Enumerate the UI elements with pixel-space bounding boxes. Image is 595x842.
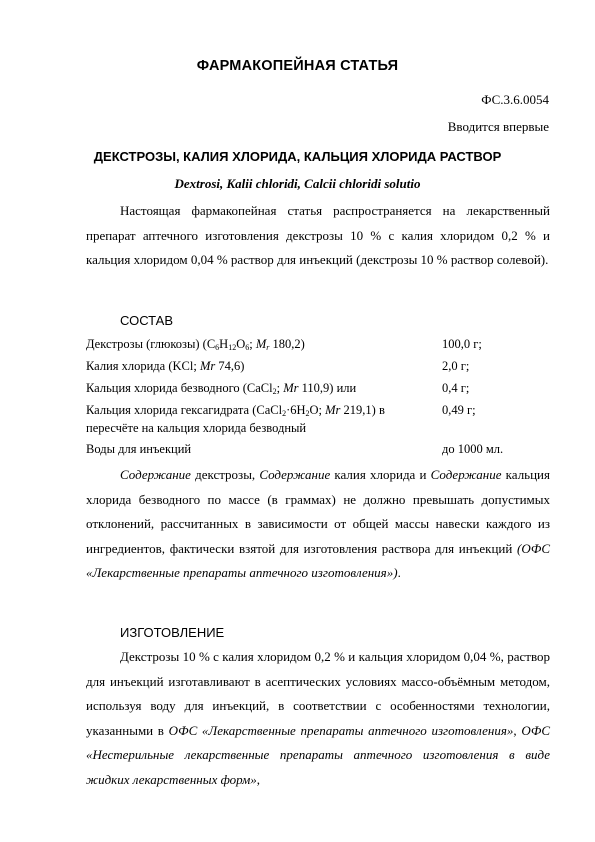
ingredient-name: Калия хлорида (KCl; Mr 74,6) xyxy=(86,359,245,373)
ingredient-amount: 0,4 г; xyxy=(442,381,470,395)
ofs-reference: ОФС «Нестерильные лекарственные препараты аптечного изготовления в виде жидких лекарственных форм» xyxy=(86,722,551,787)
introduced-note: Вводится впервые xyxy=(447,119,549,134)
monograph-code: ФС.3.6.0054 xyxy=(481,92,549,107)
scope-paragraph xyxy=(86,199,550,273)
ingredient-name: Кальция хлорида гексагидрата ($CaCl_2\cdot 6H_2O$; Mr 219,1) в пересчёте на кальция хлорида безводный xyxy=(86,403,385,435)
ingredient-amount: 2,0 г; xyxy=(442,359,470,373)
preparation-paragraph: Декстрозы 10 % с калия хлоридом 0,2 % и кальция хлоридом 0,04 %, раствор для инъекций изготавливают в асептических условиях массо-объёмным методом, используя воду для инъекций, в соответствии с особенностями технологии, указанными в ОФС «Лекарственные препараты аптечного изготовления», ОФС «Нестерильные лекарственные препараты аптечного изготовления в виде жидких лекарственных форм», xyxy=(86,649,551,787)
latin-name: Dextrosi, Kalii chloridi, Calcii chloridi solutio xyxy=(174,176,421,191)
preparation-heading: ИЗГОТОВЛЕНИЕ xyxy=(120,625,225,640)
ofs-reference: (ОФС «Лекарственные препараты аптечного изготовления») xyxy=(86,540,550,580)
ingredient-amount: 0,49 г; xyxy=(442,403,476,417)
ingredient-name: Кальция хлорида безводного (CaCl$_2$; Mr 110,9) или xyxy=(86,381,357,396)
ingredient-name: Воды для инъекций xyxy=(86,442,192,456)
scope-text: Настоящая фармакопейная статья распространяется на лекарственный препарат аптечного изготовления декстрозы 10 % с калия хлоридом 0,2 % и кальция хлоридом 0,04 % раствор для инъекций (декстрозы 10 % раствор солевой). xyxy=(86,203,550,267)
document-title: ФАРМАКОПЕЙНАЯ СТАТЬЯ xyxy=(196,58,399,74)
ingredient-amount: до 1000 мл. xyxy=(442,442,504,456)
composition-heading: СОСТАВ xyxy=(120,313,174,328)
monograph-title: ДЕКСТРОЗЫ, КАЛИЯ ХЛОРИДА, КАЛЬЦИЯ ХЛОРИДА РАСТВОР xyxy=(93,149,502,164)
ofs-reference: ОФС «Лекарственные препараты аптечного изготовления» xyxy=(168,722,514,738)
ingredient-amount: 100,0 г; xyxy=(442,337,482,351)
content-paragraph: Содержание декстрозы, Содержание калия хлорида и Содержание кальция хлорида безводного по массе (в граммах) не должно превышать допустимых отклонений, рассчитанных в зависимости от общей массы навески каждого из ингредиентов, фактически взятой для изготовления раствора для инъекций (ОФС «Лекарственные препараты аптечного изготовления»). xyxy=(86,467,550,580)
ingredient-name: Декстрозы (глюкозы) ($C_6H_{12}O_6$; $M_r$ 180,2) xyxy=(86,337,305,352)
